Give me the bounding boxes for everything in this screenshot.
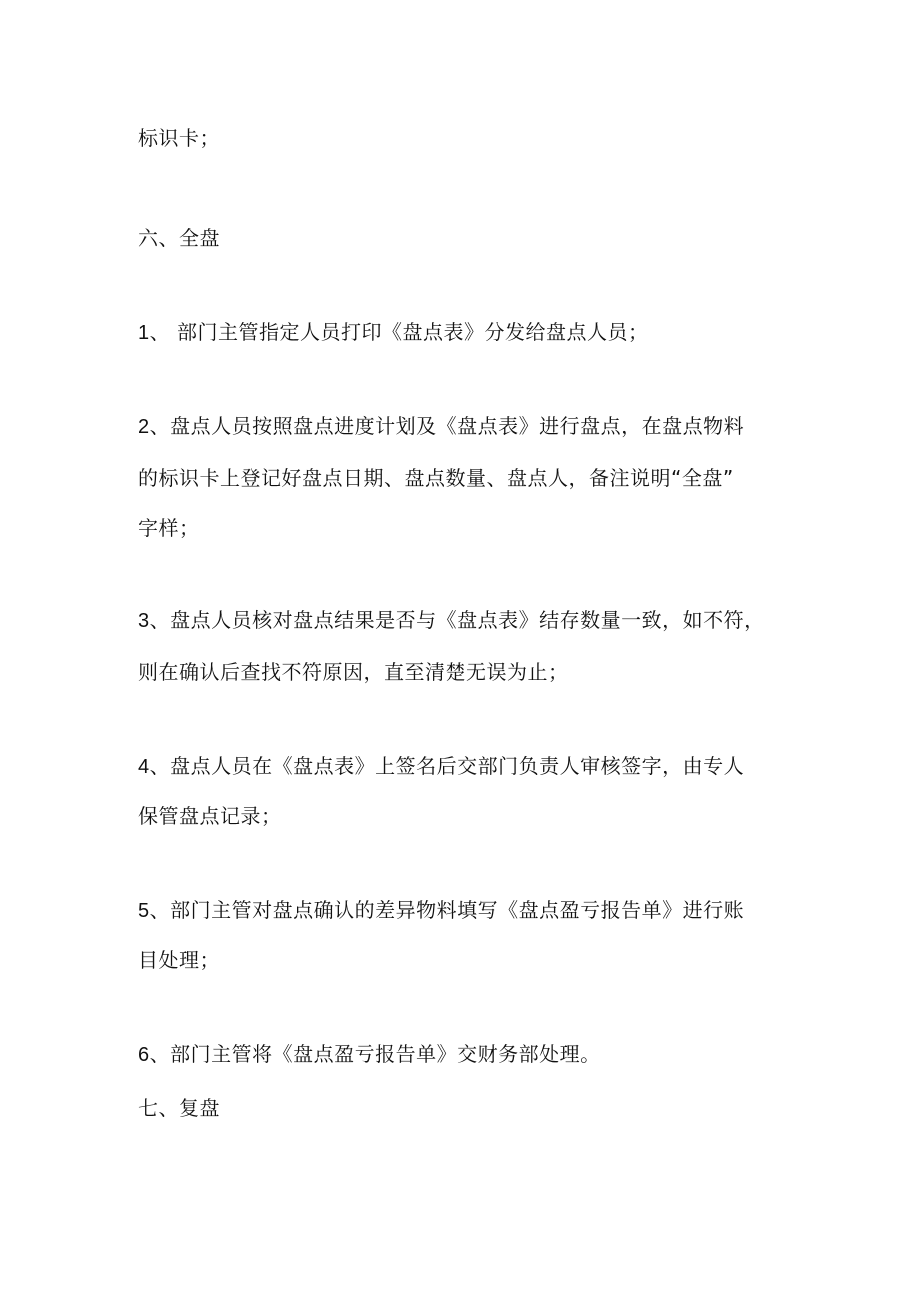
list-item-6 bbox=[138, 1042, 601, 1067]
list-item-4-line-1 bbox=[138, 754, 744, 779]
list-item-number: 4 bbox=[138, 756, 150, 778]
list-item-4-line-2: 保管盘点记录； bbox=[138, 804, 282, 828]
list-item-2-line-2: 的标识卡上登记好盘点日期、盘点数量、盘点人，备注说明“全盘” bbox=[138, 466, 734, 490]
list-item-text: 、 部门主管指定人员打印《盘点表》分发给盘点人员； bbox=[149, 320, 649, 344]
list-item-5-line-2: 目处理； bbox=[138, 948, 220, 972]
list-item-1 bbox=[138, 320, 648, 345]
list-item-2-line-3: 字样； bbox=[138, 516, 200, 540]
list-item-number: 1 bbox=[138, 322, 150, 344]
list-item-number: 5 bbox=[138, 900, 150, 922]
text-line-id-card: 标识卡； bbox=[138, 126, 220, 150]
list-item-text: 、盘点人员按照盘点进度计划及《盘点表》进行盘点，在盘点物料 bbox=[149, 414, 745, 438]
list-item-number: 3 bbox=[138, 610, 150, 632]
list-item-number: 2 bbox=[138, 416, 150, 438]
list-item-text: 、部门主管将《盘点盈亏报告单》交财务部处理。 bbox=[149, 1042, 601, 1066]
list-item-text: 、部门主管对盘点确认的差异物料填写《盘点盈亏报告单》进行账 bbox=[149, 898, 745, 922]
section-heading-recount: 七、复盘 bbox=[138, 1096, 220, 1120]
list-item-5-line-1 bbox=[138, 898, 744, 923]
list-item-text: 、盘点人员在《盘点表》上签名后交部门负责人审核签字，由专人 bbox=[149, 754, 745, 778]
section-heading-full-count: 六、全盘 bbox=[138, 226, 220, 250]
list-item-2-line-1 bbox=[138, 414, 744, 439]
list-item-text: 、盘点人员核对盘点结果是否与《盘点表》结存数量一致，如不符， bbox=[149, 608, 765, 632]
list-item-number: 6 bbox=[138, 1044, 150, 1066]
list-item-3-line-1 bbox=[138, 608, 765, 633]
list-item-3-line-2: 则在确认后查找不符原因，直至清楚无误为止； bbox=[138, 660, 569, 684]
